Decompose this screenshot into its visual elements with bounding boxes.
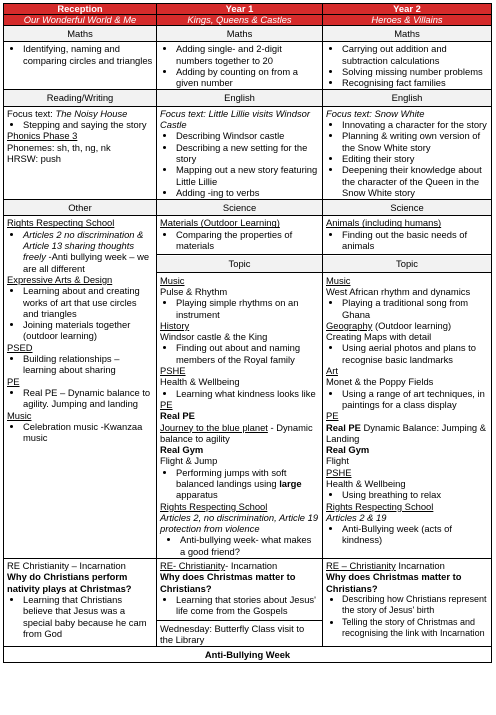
- pshe-heading: PSHE: [326, 466, 352, 478]
- topic-section-year1: [157, 254, 322, 557]
- geography-heading: Geography: [326, 319, 373, 331]
- list-item: • Telling the story of Christmas and recognising the link with Incarnation: [342, 617, 488, 640]
- ead-heading: Expressive Arts & Design: [7, 273, 113, 285]
- maths-year2: [323, 42, 492, 90]
- list-item: • Describing how Christians represent the story of Jesus' birth: [342, 594, 488, 617]
- re-title: [160, 560, 319, 571]
- theme-row: [4, 15, 492, 26]
- rrs-articles: Articles 2, no discrimination, Article 19 protection from violence: [160, 511, 319, 535]
- curriculum-table: [3, 3, 492, 663]
- maths-year1: [157, 42, 323, 90]
- journey-tail: - Dynamic balance to agility: [160, 421, 313, 444]
- theme-year2: Heroes & Villains: [323, 15, 492, 26]
- list-item: • Describing Windsor castle: [176, 130, 319, 141]
- topic-label-year1: Topic: [157, 256, 322, 272]
- re-year1: [157, 559, 323, 647]
- pe-line: [326, 422, 488, 445]
- focus-title: The Noisy House: [55, 107, 128, 119]
- maths-heading-row: [4, 26, 492, 42]
- list-item: • Using breathing to relax: [342, 489, 488, 500]
- re-question: Why does Christmas matter to Christians?: [326, 571, 462, 594]
- maths-label-reception: Maths: [4, 26, 157, 42]
- header-year1: Year 1: [157, 4, 323, 15]
- other-label: Other: [4, 200, 157, 216]
- history-heading: History: [160, 319, 190, 331]
- list-item: • Innovating a character for the story: [342, 119, 488, 130]
- topic-section-year2: [323, 254, 491, 545]
- rrs-heading: Rights Respecting School: [160, 500, 268, 512]
- hrsw: HRSW: push: [7, 152, 62, 164]
- list-item: • Finding out about and naming members of the Royal family: [176, 342, 319, 365]
- re-question: Why does Christmas matter to Christians?: [160, 571, 296, 594]
- theme-year1: Kings, Queens & Castles: [157, 15, 323, 26]
- list-item: [176, 467, 319, 501]
- music-heading: Music: [7, 409, 32, 421]
- reading-writing-label: Reading/Writing: [4, 90, 157, 106]
- journey-title: Journey to the blue planet: [160, 421, 268, 433]
- pe-heading: PE: [326, 410, 339, 422]
- list-item: • Adding single- and 2-digit numbers together to 20: [176, 43, 319, 66]
- pe-heading: PE: [160, 398, 173, 410]
- list-item: • Stepping and saying the story: [23, 119, 153, 130]
- music-heading: Music: [160, 274, 185, 286]
- other-reception: [4, 216, 157, 559]
- re-question: Why do Christians perform nativity plays at Christmas?: [7, 571, 132, 594]
- footer-row: [4, 647, 492, 663]
- re-title-tail: Incarnation: [395, 560, 445, 572]
- curriculum-overview: [3, 3, 491, 663]
- list-item: • Editing their story: [342, 153, 488, 164]
- list-item: • Describing a new setting for the story: [176, 142, 319, 165]
- list-item: • Using aerial photos and plans to recognise basic landmarks: [342, 342, 488, 365]
- other-science-heading-row: [4, 200, 492, 216]
- music-sub: West African rhythm and dynamics: [326, 285, 471, 297]
- english-year1: [157, 106, 323, 199]
- maths-label-year1: Maths: [157, 26, 323, 42]
- list-item: • Real PE – Dynamic balance to agility. Jumping and landing: [23, 387, 153, 410]
- list-item: • Finding out the basic needs of animals: [342, 229, 488, 252]
- list-item: • Playing simple rhythms on an instrument: [176, 297, 319, 320]
- list-item: • Using a range of art techniques, in paintings for a class display: [342, 388, 488, 411]
- real-pe: Real PE: [326, 421, 361, 433]
- real-gym: Real Gym: [160, 444, 204, 456]
- geography-sub: Creating Maps with detail: [326, 331, 432, 343]
- topic-label-year2: Topic: [323, 256, 491, 272]
- science-heading: Animals (including humans): [326, 217, 442, 229]
- list-item: • Comparing the properties of materials: [176, 229, 319, 252]
- list-item: • Joining materials together (outdoor learning): [23, 319, 153, 342]
- header-row: [4, 4, 492, 15]
- english-year2: [323, 106, 492, 199]
- re-title: RE Christianity – Incarnation: [7, 560, 126, 572]
- art-heading: Art: [326, 365, 338, 377]
- real-gym: Real Gym: [326, 444, 370, 456]
- pshe-sub: Health & Wellbeing: [160, 376, 240, 388]
- phonics-heading: Phonics Phase 3: [7, 130, 78, 142]
- maths-content-row: [4, 42, 492, 90]
- science-heading: Materials (Outdoor Learning): [160, 217, 280, 229]
- geography-tail: (Outdoor learning): [372, 319, 452, 331]
- gym-bold: large: [279, 477, 302, 489]
- list-item: • Playing a traditional song from Ghana: [342, 297, 488, 320]
- list-item: • Adding by counting on from a given number: [176, 66, 319, 89]
- list-item: • Learning that stories about Jesus' life come from the Gospels: [176, 594, 319, 617]
- literacy-content-row: [4, 106, 492, 199]
- re-title-underlined: RE- Christianity: [160, 560, 226, 572]
- re-title: [326, 560, 488, 571]
- art-sub: Monet & the Poppy Fields: [326, 376, 434, 388]
- pe-journey: [160, 422, 319, 445]
- english-label-year1: English: [157, 90, 323, 106]
- list-item: • Celebration music -Kwanzaa music: [23, 421, 153, 444]
- pshe-heading: PSHE: [160, 365, 186, 377]
- list-item: • Building relationships – learning about sharing: [23, 353, 153, 376]
- list-item: • Recognising fact families: [342, 77, 488, 88]
- list-item: • Learning that Christians believe that Jesus was a special baby because he cam from God: [23, 594, 153, 639]
- list-item: • Anti-Bullying week (acts of kindness): [342, 523, 488, 546]
- list-item: • Solving missing number problems: [342, 66, 488, 77]
- list-item: • Adding -ing to verbs: [176, 187, 319, 198]
- science-topic-year1: [157, 216, 323, 559]
- maths-label-year2: Maths: [323, 26, 492, 42]
- gym-sub: Flight & Jump: [160, 455, 218, 467]
- real-pe: Real PE: [160, 410, 195, 422]
- science-label-year2: Science: [323, 200, 492, 216]
- rrs-articles: Articles 2 & 19: [326, 511, 387, 523]
- psed-heading: PSED: [7, 341, 33, 353]
- geography-line: [326, 320, 488, 331]
- anti-bullying-footer: Anti-Bullying Week: [4, 647, 492, 663]
- pe-heading: PE: [7, 375, 20, 387]
- literacy-heading-row: [4, 90, 492, 106]
- gym-text: Performing jumps with soft balanced landings using: [176, 466, 287, 489]
- list-item: [23, 229, 153, 274]
- music-sub: Pulse & Rhythm: [160, 285, 228, 297]
- re-row: [4, 559, 492, 647]
- focus-prefix: Focus text:: [7, 107, 56, 119]
- focus-text: Focus text: Snow White: [326, 107, 425, 119]
- gym-sub: Flight: [326, 455, 349, 467]
- phonemes: Phonemes: sh, th, ng, nk: [7, 141, 111, 153]
- pshe-sub: Health & Wellbeing: [326, 477, 406, 489]
- list-item: • Mapping out a new story featuring Little Lillie: [176, 164, 319, 187]
- english-label-year2: English: [323, 90, 492, 106]
- theme-reception: Our Wonderful World & Me: [4, 15, 157, 26]
- science-topic-year2: [323, 216, 492, 559]
- list-item: • Learning what kindness looks like: [176, 388, 319, 399]
- rrs-articles: Articles 2 no discrimination & Article 13 sharing thoughts freely: [23, 228, 144, 263]
- rrs-heading: Rights Respecting School: [7, 217, 115, 229]
- list-item: • Deepening their knowledge about the character of the Queen in the Snow White story: [342, 164, 488, 198]
- focus-text: Focus text: Little Lillie visits Windsor Castle: [160, 107, 310, 131]
- list-item: • Planning & writing own version of the Snow White story: [342, 130, 488, 153]
- re-year2: [323, 559, 492, 647]
- header-reception: Reception: [4, 4, 157, 15]
- header-year2: Year 2: [323, 4, 492, 15]
- library-visit: Wednesday: Butterfly Class visit to the Library: [157, 620, 322, 646]
- re-title-tail: - Incarnation: [225, 560, 278, 572]
- maths-reception: [4, 42, 157, 90]
- pe-tail: Dynamic Balance: Jumping & Landing: [326, 421, 486, 444]
- re-reception: [4, 559, 157, 647]
- science-label-year1: Science: [157, 200, 323, 216]
- list-item: • Anti-bullying week- what makes a good friend?: [180, 534, 319, 557]
- rrs-tail: -Anti bullying week – we are all different: [23, 251, 150, 274]
- other-topic-row: [4, 216, 492, 559]
- gym-text-end: apparatus: [176, 489, 218, 501]
- re-title-underlined: RE – Christianity: [326, 560, 396, 572]
- music-heading: Music: [326, 274, 351, 286]
- reading-writing-reception: [4, 106, 157, 199]
- list-item: • Identifying, naming and comparing circles and triangles: [23, 43, 153, 66]
- rrs-heading: Rights Respecting School: [326, 500, 434, 512]
- list-item: • Carrying out addition and subtraction calculations: [342, 43, 488, 66]
- history-sub: Windsor castle & the King: [160, 331, 268, 343]
- list-item: • Learning about and creating works of art that use circles and triangles: [23, 285, 153, 319]
